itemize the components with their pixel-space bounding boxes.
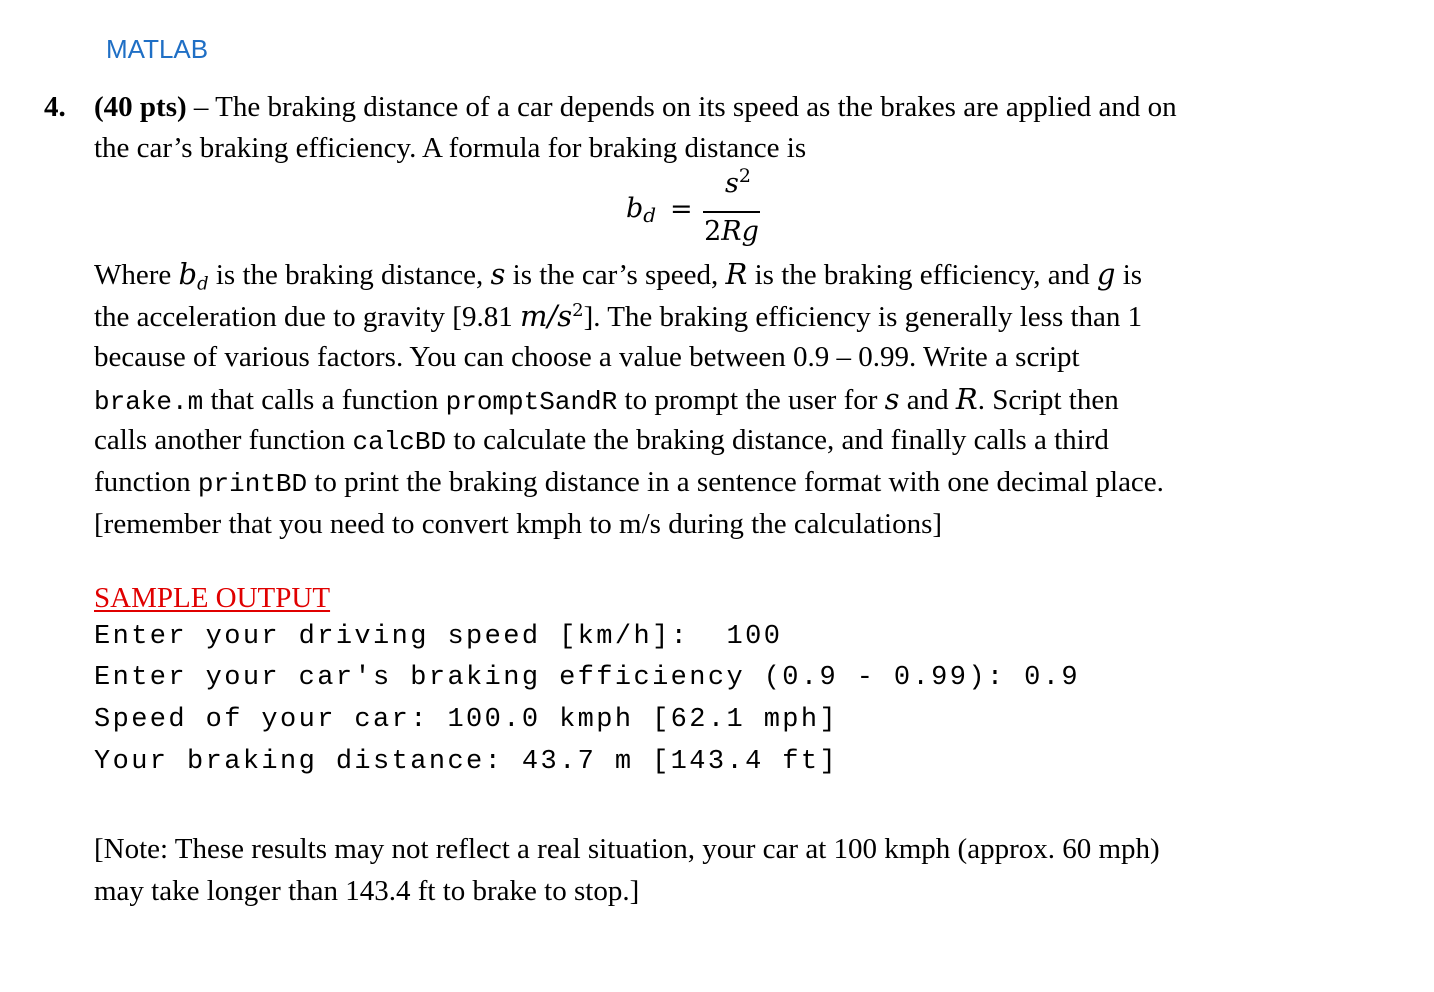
sample-output-line: Enter your car's braking efficiency (0.9 - 0.99): 0.9 xyxy=(94,663,1080,693)
formula-denominator: 2Rg xyxy=(704,216,759,247)
body-line-3: because of various factors. You can choose a value between 0.9 – 0.99. Write a script xyxy=(94,341,1080,374)
code-printBD: printBD xyxy=(197,468,308,499)
formula-numerator: $s^2$ xyxy=(725,165,751,199)
sample-output-title: SAMPLE OUTPUT xyxy=(94,582,331,614)
formula-lhs: $b_d$ xyxy=(626,193,657,227)
body-line-7: [remember that you need to convert kmph to m/s during the calculations] xyxy=(94,507,943,540)
question-points: (40 pts) xyxy=(94,91,187,123)
note xyxy=(94,829,1160,913)
braking-formula xyxy=(626,165,776,254)
question-intro xyxy=(94,87,1414,169)
note-line-1: [Note: These results may not reflect a real situation, your car at 100 kmph (approx. 60 mph) xyxy=(94,833,1160,865)
body-line-4: brake.m that calls a function promptSandR to prompt the user for s and R. Script then xyxy=(94,381,1119,417)
body-line-1: Where $b_d$ is the braking distance, s is the car’s speed, R is the braking efficiency, and g is xyxy=(94,257,1143,295)
code-calcBD: calcBD xyxy=(352,427,447,458)
note-line-2: may take longer than 143.4 ft to brake to stop.] xyxy=(94,875,640,907)
intro-text-1: – The braking distance of a car depends on its speed as the brakes are applied and on xyxy=(193,91,1177,123)
sample-output-line: Speed of your car: 100.0 kmph [62.1 mph] xyxy=(94,705,839,735)
formula-equals: = xyxy=(670,194,693,225)
fraction-bar xyxy=(703,211,760,213)
body-line-6: function printBD to print the braking distance in a sentence format with one decimal place. xyxy=(94,465,1164,499)
intro-line-2: the car’s braking efficiency. A formula for braking distance is xyxy=(94,132,807,164)
question-number: 4. xyxy=(44,91,66,123)
intro-line-1 xyxy=(94,87,1414,128)
sample-output-line: Your braking distance: 43.7 m [143.4 ft] xyxy=(94,747,839,777)
code-brake-m: brake.m xyxy=(94,386,204,417)
topic-title: MATLAB xyxy=(106,34,209,64)
sample-output-line: Enter your driving speed [km/h]: 100 xyxy=(94,622,783,652)
code-promptSandR: promptSandR xyxy=(445,386,618,417)
question-body xyxy=(94,254,1414,545)
body-line-2: the acceleration due to gravity [9.81 $m/s^2$]. The braking efficiency is generally less than 1 xyxy=(94,298,1143,333)
body-line-5: calls another function calcBD to calculate the braking distance, and finally calls a third xyxy=(94,424,1109,458)
